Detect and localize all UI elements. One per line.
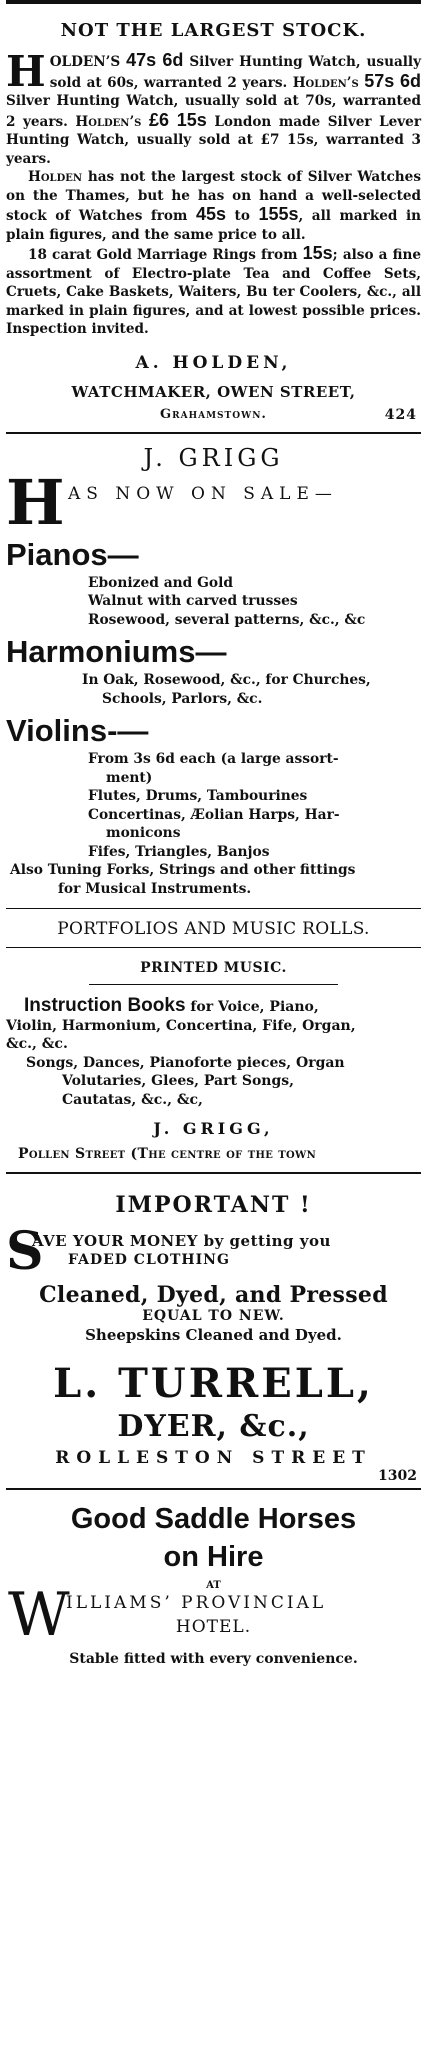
holden-headline: NOT THE LARGEST STOCK.	[60, 20, 367, 41]
instruction-books: Instruction Books for Voice, Piano, Violin, Harmonium, Concertina, Fife, Organ, &c., &c. Songs, Dances, Pianoforte pieces, Organ Volutaries, Glees, Part Songs, Cautatas, &c., &c,	[6, 997, 421, 1109]
divider-short	[89, 984, 338, 985]
williams-line-1: ILLIAMS’ PROVINCIAL	[66, 1593, 327, 1613]
holden-dropcap: H	[6, 47, 46, 96]
horses-line-2: on Hire	[163, 1541, 264, 1573]
pianos-list	[6, 574, 421, 630]
holden-address: WATCHMAKER, OWEN STREET,	[71, 382, 356, 401]
divider-3	[6, 1488, 421, 1490]
divider-1	[6, 432, 421, 434]
list-item: Cautatas, &c., &c,	[62, 1091, 203, 1108]
holden-advertisement	[6, 20, 421, 422]
equal-to-new: EQUAL TO NEW.	[142, 1308, 285, 1324]
violins-list	[6, 750, 421, 898]
holden-ad-number: 424	[384, 406, 417, 423]
list-item: Walnut with carved trusses	[88, 593, 298, 609]
holden-paragraph-2: Holden has not the largest stock of Silver Watches on the Thames, but he has on hand a well-selected stock of Watches from 45s to 155s, all marked in plain figures, and the same price to all.	[6, 169, 422, 243]
stable-line: Stable fitted with every convenience.	[69, 1651, 358, 1667]
top-rule	[6, 0, 421, 4]
list-item: Ebonized and Gold	[88, 574, 233, 591]
list-item: Fifes, Triangles, Banjos	[88, 843, 270, 860]
harmoniums-heading: Harmoniums—	[6, 634, 227, 669]
horses-advertisement	[6, 1500, 421, 1667]
list-item: &c., &c.	[6, 1036, 68, 1052]
list-item: From 3s 6d each (a large assort-	[88, 751, 339, 767]
horses-line-1: Good Saddle Horses	[70, 1503, 357, 1535]
important-heading: IMPORTANT !	[115, 1192, 312, 1218]
holden-signature: A. HOLDEN,	[135, 352, 292, 373]
list-item: In Oak, Rosewood, &c., for Churches,	[82, 672, 371, 688]
holden-town-line	[6, 407, 421, 422]
turrell-dropcap: S	[6, 1221, 44, 1282]
turrell-street: ROLLESTON STREET	[55, 1448, 372, 1468]
divider-printed	[6, 947, 421, 948]
list-item: ment)	[106, 769, 153, 786]
instruction-books-heading: Instruction Books	[24, 995, 186, 1016]
newspaper-column	[6, 0, 421, 1667]
save-line-2: FADED CLOTHING	[68, 1252, 230, 1268]
list-item: Flutes, Drums, Tambourines	[88, 788, 308, 804]
turrell-ad-number: 1302	[378, 1468, 417, 1484]
horses-at: AT	[206, 1580, 221, 1591]
printed-music-heading: PRINTED MUSIC.	[140, 960, 287, 976]
grigg-advertisement	[6, 444, 421, 1163]
list-item: for Musical Instruments.	[58, 880, 252, 897]
list-item: Rosewood, several patterns, &c., &c	[88, 611, 366, 628]
cleaned-dyed-pressed: Cleaned, Dyed, and Pressed	[39, 1282, 388, 1308]
list-item: Concertinas, Æolian Harps, Har-	[88, 806, 340, 823]
violins-heading: Violins-—	[6, 713, 149, 748]
williams-line-2: HOTEL.	[175, 1617, 252, 1637]
list-item: Violin, Harmonium, Concertina, Fife, Organ,	[6, 1017, 356, 1034]
harmoniums-list	[6, 671, 421, 708]
save-line-1: AVE YOUR MONEY by getting you	[32, 1232, 331, 1250]
list-item: Volutaries, Glees, Part Songs,	[62, 1073, 295, 1089]
turrell-name: L. TURRELL,	[53, 1360, 374, 1407]
grigg-dropcap: H	[6, 465, 65, 539]
grigg-on-sale-text: AS NOW ON SALE—	[68, 483, 338, 504]
turrell-dyer: DYER, &c.,	[117, 1409, 310, 1444]
grigg-name: J. GRIGG	[143, 443, 284, 472]
portfolios-heading: PORTFOLIOS AND MUSIC ROLLS.	[57, 919, 370, 939]
list-item: Songs, Dances, Pianoforte pieces, Organ	[26, 1054, 345, 1071]
grigg-signature: J. GRIGG,	[153, 1119, 274, 1138]
list-item: monicons	[106, 825, 181, 841]
holden-body	[6, 47, 422, 339]
grigg-has-now-on-sale	[6, 465, 421, 539]
pianos-heading: Pianos—	[6, 536, 139, 572]
turrell-advertisement	[6, 1192, 421, 1484]
williams-dropcap: W	[8, 1580, 70, 1650]
divider-2	[6, 1172, 421, 1174]
save-your-money	[6, 1221, 421, 1282]
list-item: Schools, Parlors, &c.	[102, 690, 263, 707]
grigg-address: Pollen Street (The centre of the town	[18, 1146, 317, 1162]
holden-paragraph-3: 18 carat Gold Marriage Rings from 15s; also a fine assortment of Electro-plate Tea and Coffee Sets, Cruets, Cake Baskets, Waiters, Bu ter Coolers, &c., all marked in plain figures, and at lowest possible prices. Inspection invited.	[6, 243, 421, 337]
holden-town: Grahamstown.	[160, 406, 267, 422]
divider-portfolios	[6, 908, 421, 909]
sheepskins-line: Sheepskins Cleaned and Dyed.	[85, 1326, 342, 1344]
list-item: Also Tuning Forks, Strings and other fittings	[10, 862, 356, 878]
holden-paragraph-1: HOLDEN’S 47s 6d Silver Hunting Watch, usually sold at 60s, warranted 2 years. Holden’s 57s 6d Silver Hunting Watch, usually sold at 70s, warranted 2 years. Holden’s £6 15s London made Silver Lever Hunting Watch, usually sold at £7 15s, warranted 3 years.	[6, 47, 421, 167]
